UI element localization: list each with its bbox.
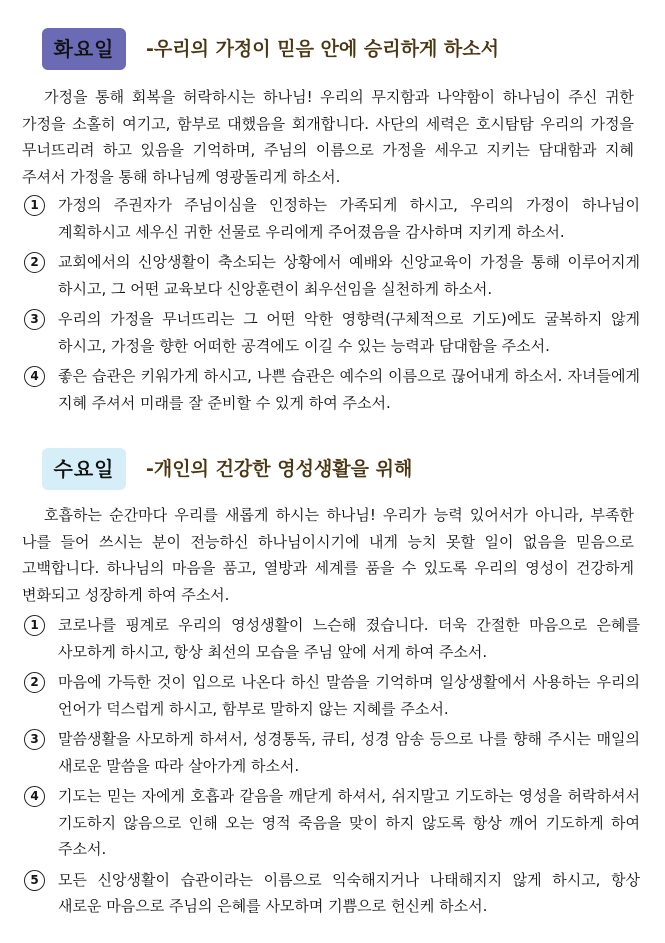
- tuesday-intro-text: 가정을 통해 회복을 허락하시는 하나님! 우리의 무지함과 나약함이 하나님이 주신 귀한 가정을 소홀히 여기고, 함부로 대했음을 회개합니다. 사단의 세력은 호시탐탐 우리의 가정을 무너뜨리려 하고 있음을 기억하며, 주님의 이름으로 가정을 세우고 지키는 담대함과 지혜 주셔서 가정을 통해 하나님께 영광돌리게 하소서.: [22, 88, 634, 186]
- list-item-text: 코로나를 핑계로 우리의 영성생활이 느슨해 졌습니다. 더욱 간절한 마음으로 은혜를 사모하게 하시고, 항상 최선의 모습을 주님 앞에 서게 하여 주소서.: [58, 616, 640, 661]
- list-item-text: 말씀생활을 사모하게 하셔서, 성경통독, 큐티, 성경 암송 등으로 나를 향해 주시는 매일의 새로운 말씀을 따라 살아가게 하소서.: [58, 730, 640, 775]
- circled-number: 2: [24, 672, 45, 693]
- list-item-text: 우리의 가정을 무너뜨리는 그 어떤 악한 영향력(구체적으로 기도)에도 굴복하지 않게 하시고, 가정을 향한 어떠한 공격에도 이길 수 있는 능력과 담대함을 주소서.: [58, 310, 640, 355]
- list-item-text: 모든 신앙생활이 습관이라는 이름으로 익숙해지거나 나태해지지 않게 하시고, 항상 새로운 마음으로 주님의 은혜를 사모하며 기쁨으로 헌신케 하소서.: [58, 870, 640, 915]
- tuesday-day-badge: 화요일: [42, 28, 126, 70]
- circled-number: 1: [24, 195, 45, 216]
- list-item: [22, 363, 640, 416]
- list-item-text: 가정의 주권자가 주님이심을 인정하는 가족되게 하시고, 우리의 가정이 하나님이 계획하시고 세우신 귀한 선물로 우리에게 주어졌음을 감사하며 지키게 하소서.: [58, 196, 640, 241]
- tuesday-intro: [22, 84, 634, 190]
- wednesday-intro-text: 호흡하는 순간마다 우리를 새롭게 하시는 하나님! 우리가 능력 있어서가 아니라, 부족한 나를 들어 쓰시는 분이 전능하신 하나님이시기에 내게 능치 못할 일이 없음을 믿음으로 고백합니다. 하나님의 마음을 품고, 열방과 세계를 품을 수 있도록 우리의 영성이 건강하게 변화되고 성장하게 하여 주소서.: [22, 506, 634, 604]
- tuesday-prayer-list: [22, 192, 640, 420]
- wednesday-day-badge: 수요일: [42, 448, 126, 490]
- wednesday-header: [0, 448, 665, 494]
- tuesday-title: -우리의 가정이 믿음 안에 승리하게 하소서: [146, 38, 499, 60]
- list-item: [22, 867, 640, 920]
- list-item-text: 교회에서의 신앙생활이 축소되는 상황에서 예배와 신앙교육이 가정을 통해 이루어지게 하시고, 그 어떤 교육보다 신앙훈련이 최우선임을 실천하게 하소서.: [58, 253, 640, 298]
- list-item-text: 마음에 가득한 것이 입으로 나온다 하신 말씀을 기억하며 일상생활에서 사용하는 우리의 언어가 덕스럽게 하시고, 함부로 말하지 않는 지혜를 주소서.: [58, 673, 640, 718]
- circled-number: 4: [24, 366, 45, 387]
- wednesday-intro: [22, 502, 634, 608]
- list-item: [22, 669, 640, 722]
- wednesday-prayer-list: [22, 612, 640, 924]
- circled-number: 1: [24, 615, 45, 636]
- list-item: [22, 306, 640, 359]
- circled-number: 3: [24, 309, 45, 330]
- tuesday-section: [0, 28, 665, 412]
- wednesday-section: [0, 448, 665, 915]
- list-item: [22, 249, 640, 302]
- list-item-text: 좋은 습관은 키워가게 하시고, 나쁜 습관은 예수의 이름으로 끊어내게 하소서. 자녀들에게 지혜 주셔서 미래를 잘 준비할 수 있게 하여 주소서.: [58, 367, 640, 412]
- circled-number: 4: [24, 786, 45, 807]
- list-item-text: 기도는 믿는 자에게 호흡과 같음을 깨닫게 하셔서, 쉬지말고 기도하는 영성을 허락하셔서 기도하지 않음으로 인해 오는 영적 죽음을 맞이 하지 않도록 항상 깨어 기도하게 하여 주소서.: [58, 787, 640, 858]
- circled-number: 3: [24, 729, 45, 750]
- wednesday-title: -개인의 건강한 영성생활을 위해: [146, 458, 413, 480]
- circled-number: 5: [24, 870, 45, 891]
- list-item: [22, 726, 640, 779]
- list-item: [22, 783, 640, 863]
- tuesday-header: [0, 28, 665, 74]
- circled-number: 2: [24, 252, 45, 273]
- list-item: [22, 192, 640, 245]
- list-item: [22, 612, 640, 665]
